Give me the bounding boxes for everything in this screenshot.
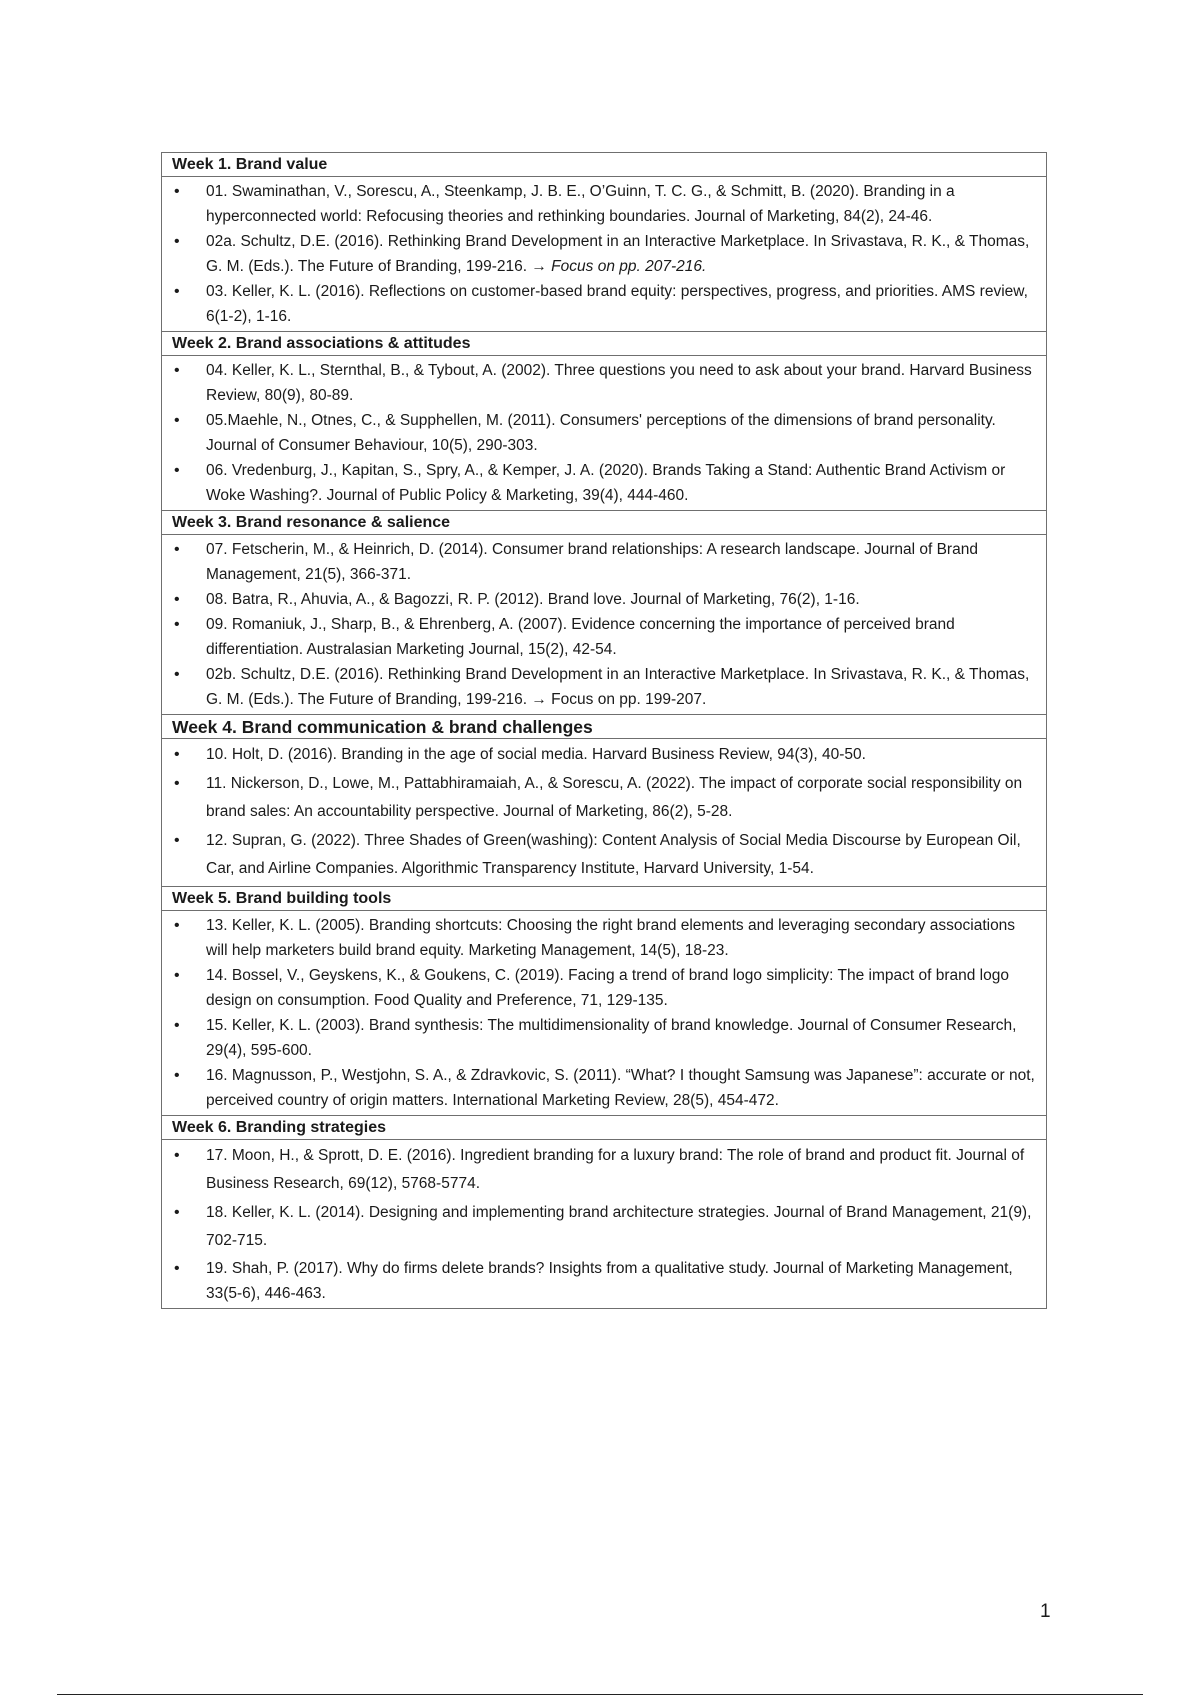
reading-citation: 09. Romaniuk, J., Sharp, B., & Ehrenberg, A. (2007). Evidence concerning the importance of perceived brand differentiation. Australasian Marketing Journal, 15(2), 42-54. — [206, 616, 955, 658]
reading-item — [172, 1199, 1038, 1255]
week-title: Week 5. Brand building tools — [162, 886, 1046, 911]
reading-item — [172, 229, 1038, 279]
bullet-icon: • — [174, 412, 180, 429]
reading-item — [172, 458, 1038, 508]
reading-citation: 11. Nickerson, D., Lowe, M., Pattabhiramaiah, A., & Sorescu, A. (2022). The impact of corporate social responsibility on brand sales: An accountability perspective. Journal of Marketing, 86(2), 5-28. — [206, 775, 1023, 820]
reading-list — [162, 535, 1046, 714]
bullet-icon: • — [174, 666, 180, 683]
reading-item — [172, 537, 1038, 587]
bullet-icon: • — [174, 1204, 180, 1221]
bullet-icon: • — [174, 541, 180, 558]
reading-citation: 17. Moon, H., & Sprott, D. E. (2016). Ingredient branding for a luxury brand: The role of brand and product fit. Journal of Business Research, 69(12), 5768-5774. — [206, 1147, 1025, 1192]
week-6-section — [162, 1115, 1046, 1308]
reading-citation: 13. Keller, K. L. (2005). Branding shortcuts: Choosing the right brand elements and leveraging secondary associations will help marketers build brand equity. Marketing Management, 14(5), 18-23. — [206, 917, 1016, 959]
reading-list — [162, 739, 1046, 886]
reading-item — [172, 358, 1038, 408]
reading-item — [172, 770, 1038, 826]
reading-item — [172, 1142, 1038, 1198]
week-title: Week 1. Brand value — [162, 153, 1046, 177]
reading-item — [172, 1013, 1038, 1063]
reading-citation: 10. Holt, D. (2016). Branding in the age of social media. Harvard Business Review, 94(3), 40-50. — [206, 746, 866, 763]
reading-item — [172, 1063, 1038, 1113]
bullet-icon: • — [174, 1260, 180, 1277]
reading-citation: 14. Bossel, V., Geyskens, K., & Goukens, C. (2019). Facing a trend of brand logo simplicity: The impact of brand logo design on consumption. Food Quality and Preference, 71, 129-135. — [206, 967, 1009, 1009]
reading-list — [162, 177, 1046, 331]
reading-list-table — [161, 152, 1047, 1309]
bullet-icon: • — [174, 832, 180, 849]
reading-citation: 08. Batra, R., Ahuvia, A., & Bagozzi, R. P. (2012). Brand love. Journal of Marketing, 76(2), 1-16. — [206, 591, 860, 608]
reading-focus-note: → Focus on pp. 207-216. — [531, 258, 707, 275]
week-title: Week 3. Brand resonance & salience — [162, 510, 1046, 535]
reading-citation: 16. Magnusson, P., Westjohn, S. A., & Zdravkovic, S. (2011). “What? I thought Samsung was Japanese”: accurate or not, perceived country of origin matters. International Marketing Review, 28(5), 454-472. — [206, 1067, 1035, 1109]
reading-item — [172, 279, 1038, 329]
bullet-icon: • — [174, 917, 180, 934]
week-4-section — [162, 714, 1046, 886]
reading-citation: 12. Supran, G. (2022). Three Shades of Green(washing): Content Analysis of Social Media Discourse by European Oil, Car, and Airline Companies. Algorithmic Transparency Institute, Harvard University, 1-54. — [206, 832, 1021, 877]
bullet-icon: • — [174, 233, 180, 250]
reading-item — [172, 913, 1038, 963]
bullet-icon: • — [174, 1017, 180, 1034]
reading-citation: 06. Vredenburg, J., Kapitan, S., Spry, A., & Kemper, J. A. (2020). Brands Taking a Stand: Authentic Brand Activism or Woke Washing?. Journal of Public Policy & Marketing, 39(4), 444-460. — [206, 462, 1006, 504]
bullet-icon: • — [174, 183, 180, 200]
reading-item — [172, 612, 1038, 662]
bullet-icon: • — [174, 1067, 180, 1084]
reading-item — [172, 662, 1038, 712]
week-3-section — [162, 510, 1046, 714]
bullet-icon: • — [174, 362, 180, 379]
reading-citation: 01. Swaminathan, V., Sorescu, A., Steenkamp, J. B. E., O’Guinn, T. C. G., & Schmitt, B. (2020). Branding in a hyperconnected world: Refocusing theories and rethinking boundaries. Journal of Marketing, 84(2), 24-46. — [206, 183, 955, 225]
bullet-icon: • — [174, 283, 180, 300]
reading-item — [172, 179, 1038, 229]
reading-citation: 05.Maehle, N., Otnes, C., & Supphellen, M. (2011). Consumers' perceptions of the dimensions of brand personality. Journal of Consumer Behaviour, 10(5), 290-303. — [206, 412, 996, 454]
bullet-icon: • — [174, 591, 180, 608]
reading-citation: 03. Keller, K. L. (2016). Reflections on customer-based brand equity: perspectives, progress, and priorities. AMS review, 6(1-2), 1-16. — [206, 283, 1028, 325]
reading-citation: 07. Fetscherin, M., & Heinrich, D. (2014). Consumer brand relationships: A research landscape. Journal of Brand Management, 21(5), 366-371. — [206, 541, 978, 583]
week-title: Week 6. Branding strategies — [162, 1115, 1046, 1140]
page-number: 1 — [1040, 1601, 1051, 1622]
reading-citation: 04. Keller, K. L., Sternthal, B., & Tybout, A. (2002). Three questions you need to ask about your brand. Harvard Business Review, 80(9), 80-89. — [206, 362, 1032, 404]
reading-citation: 19. Shah, P. (2017). Why do firms delete brands? Insights from a qualitative study. Journal of Marketing Management, 33(5-6), 446-463. — [206, 1260, 1013, 1302]
footer-divider — [57, 1694, 1143, 1695]
reading-citation: 15. Keller, K. L. (2003). Brand synthesis: The multidimensionality of brand knowledge. Journal of Consumer Research, 29(4), 595-600. — [206, 1017, 1017, 1059]
week-title: Week 4. Brand communication & brand challenges — [162, 714, 1046, 739]
reading-item — [172, 408, 1038, 458]
reading-list — [162, 356, 1046, 510]
bullet-icon: • — [174, 967, 180, 984]
week-1-section — [162, 153, 1046, 331]
reading-item — [172, 587, 1038, 612]
bullet-icon: • — [174, 1147, 180, 1164]
reading-list — [162, 1140, 1046, 1308]
reading-item — [172, 827, 1038, 883]
reading-item — [172, 963, 1038, 1013]
week-2-section — [162, 331, 1046, 510]
reading-citation: 18. Keller, K. L. (2014). Designing and implementing brand architecture strategies. Journal of Brand Management, 21(9), 702-715. — [206, 1204, 1032, 1249]
reading-list — [162, 911, 1046, 1115]
reading-citation: 02b. Schultz, D.E. (2016). Rethinking Brand Development in an Interactive Marketplace. In Srivastava, R. K., & Thomas, G. M. (Eds.). The Future of Branding, 199-216. → Focus on pp. 199-207. — [206, 666, 1030, 708]
bullet-icon: • — [174, 775, 180, 792]
reading-item — [172, 1256, 1038, 1306]
week-title: Week 2. Brand associations & attitudes — [162, 331, 1046, 356]
week-5-section — [162, 886, 1046, 1115]
bullet-icon: • — [174, 462, 180, 479]
bullet-icon: • — [174, 746, 180, 763]
reading-citation: 02a. Schultz, D.E. (2016). Rethinking Brand Development in an Interactive Marketplace. In Srivastava, R. K., & Thomas, G. M. (Eds.). The Future of Branding, 199-216. — [206, 233, 1030, 275]
reading-item — [172, 741, 1038, 769]
bullet-icon: • — [174, 616, 180, 633]
